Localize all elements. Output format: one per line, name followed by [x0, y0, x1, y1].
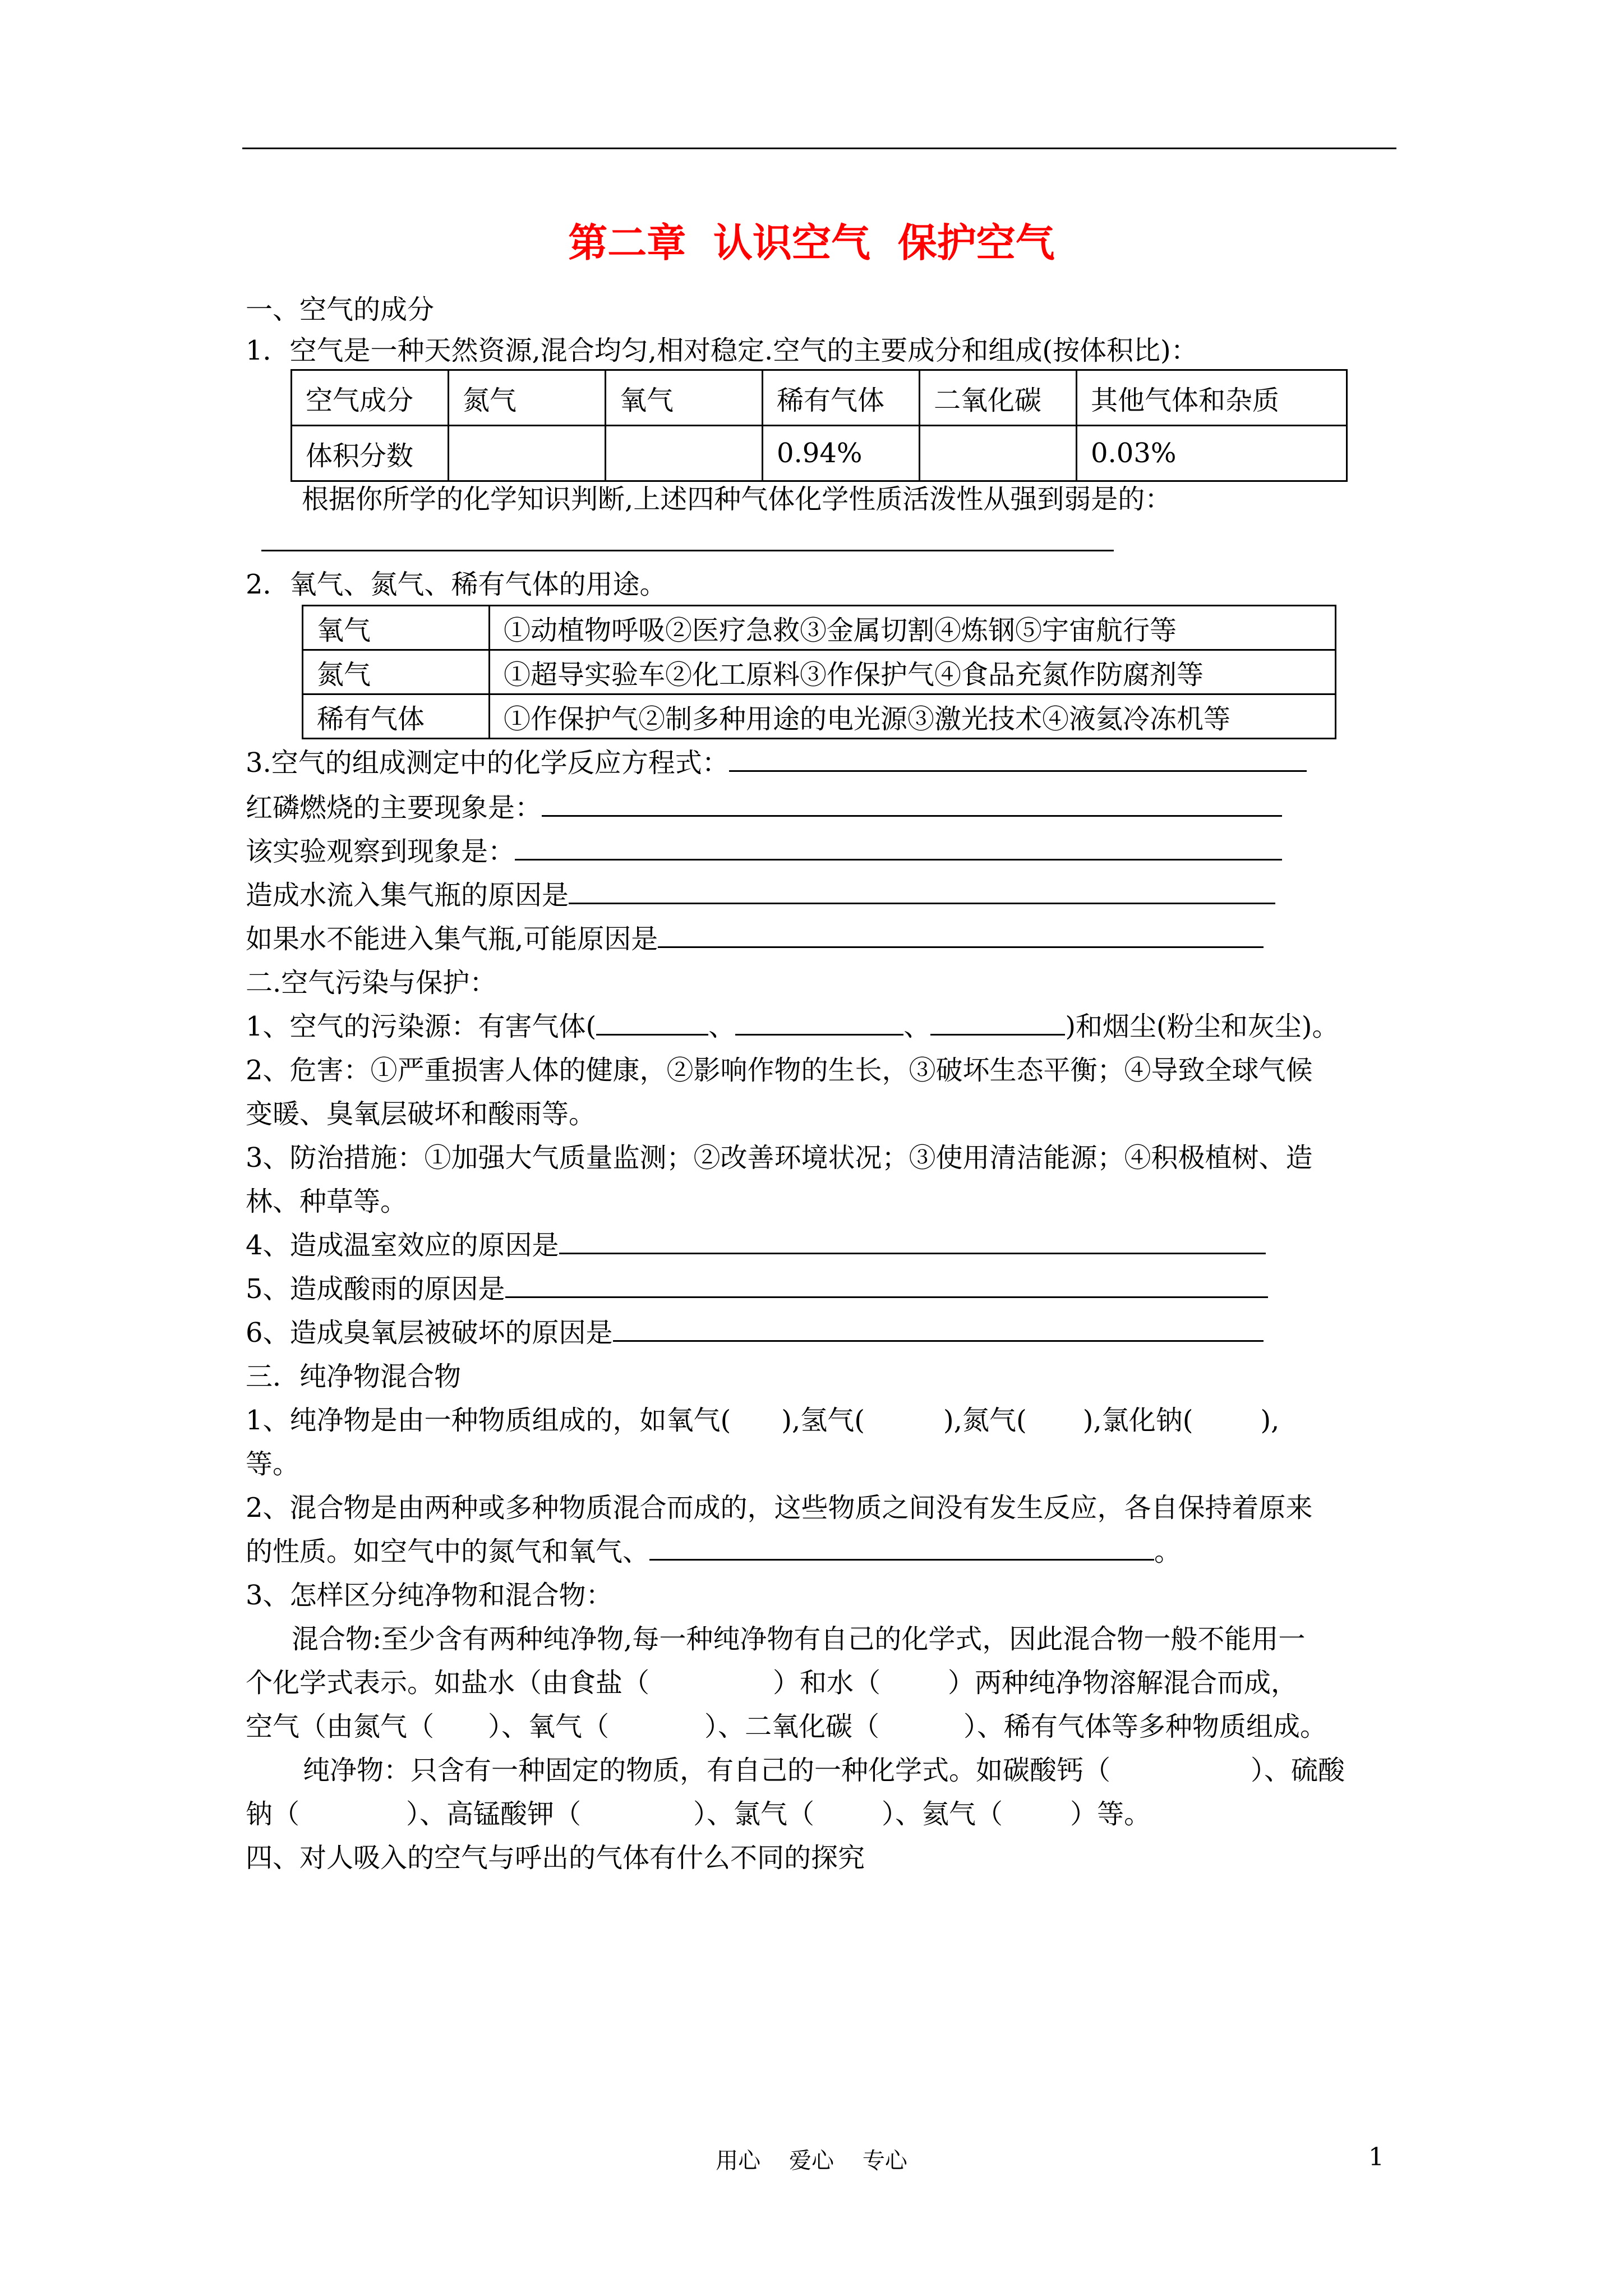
question-3 [246, 740, 1307, 785]
table-row [292, 426, 1347, 481]
question-3b-label: 该实验观察到现象是： [246, 836, 515, 867]
composition-table [291, 369, 1348, 482]
answer-blank [569, 878, 1275, 904]
harm-line-2: 变暖、臭氧层破坏和酸雨等。 [246, 1098, 596, 1130]
section-2-heading: 二.空气污染与保护： [246, 967, 497, 999]
section-1-heading: 一、空气的成分 [246, 294, 435, 325]
mixture-line-2 [246, 1529, 1181, 1574]
text: ),氯化钠( [1082, 1405, 1193, 1436]
answer-blank [596, 1009, 708, 1036]
pure-def-2 [246, 1792, 1151, 1837]
table-header-cell: 氧气 [606, 370, 763, 426]
use-cell: ①动植物呼吸②医疗急救③金属切割④炼钢⑤宇宙航行等 [490, 606, 1336, 650]
mixture-def-1: 混合物:至少含有两种纯净物,每一种纯净物有自己的化学式，因此混合物一般不能用一 [292, 1623, 1306, 1655]
pollution-sources-label: 1、空气的污染源：有害气体( [246, 1011, 597, 1042]
separator: 、 [903, 1011, 931, 1042]
distinguish-heading: 3、怎样区分纯净物和混合物： [246, 1580, 613, 1611]
section-3-heading: 三．纯净物混合物 [246, 1361, 462, 1392]
text: 。 [1154, 1536, 1182, 1567]
question-3a [246, 785, 1282, 830]
use-cell: ①作保护气②制多种用途的电光源③激光技术④液氦冷冻机等 [490, 694, 1336, 739]
question-3b [246, 829, 1282, 874]
question-2: 2．氧气、氮气、稀有气体的用途。 [246, 569, 667, 600]
text: ),氮气( [943, 1405, 1027, 1436]
table-header-cell: 稀有气体 [763, 370, 920, 426]
answer-line [261, 550, 1114, 551]
text: ）、氧气（ [488, 1711, 610, 1742]
use-cell: ①超导实验车②化工原料③作保护气④食品充氮作防腐剂等 [490, 650, 1336, 694]
question-3d-label: 如果水不能进入集气瓶,可能原因是 [246, 923, 658, 955]
text: ）、氯气（ [693, 1798, 815, 1830]
answer-blank [515, 834, 1282, 861]
pure-substance-line [246, 1398, 1279, 1443]
text: ）、稀有气体等多种物质组成。 [963, 1711, 1327, 1742]
text: ）、氦气（ [882, 1798, 1003, 1830]
answer-blank [505, 1272, 1268, 1298]
table-cell [606, 426, 763, 481]
table-cell: 体积分数 [292, 426, 449, 481]
uses-table [302, 605, 1336, 739]
answer-blank [649, 1534, 1154, 1561]
question-3d [246, 917, 1264, 961]
answer-blank [658, 922, 1264, 948]
table-cell: 0.94% [763, 426, 920, 481]
question-3a-label: 红磷燃烧的主要现象是： [246, 792, 542, 823]
greenhouse-label: 4、造成温室效应的原因是 [246, 1230, 559, 1261]
text: ）、二氧化碳（ [704, 1711, 880, 1742]
table-cell [920, 426, 1077, 481]
acid-rain-question [246, 1267, 1268, 1312]
page-number: 1 [1368, 2143, 1384, 2171]
text: ）、高锰酸钾（ [406, 1798, 582, 1830]
page-title: 第二章 认识空气 保护空气 [568, 219, 1055, 266]
mixture-def-3 [246, 1704, 1327, 1749]
text: ）、硫酸 [1251, 1755, 1345, 1786]
ozone-question [246, 1310, 1264, 1355]
text: 钠（ [246, 1798, 300, 1830]
answer-blank [613, 1315, 1264, 1342]
question-1: 1．空气是一种天然资源,混合均匀,相对稳定.空气的主要成分和组成(按体积比)： [246, 335, 1198, 366]
text: 空气（由氮气（ [246, 1711, 435, 1742]
mixture-def-2 [246, 1660, 1298, 1705]
text: ）和水（ [773, 1667, 881, 1699]
answer-blank [930, 1009, 1065, 1036]
measures-line-1: 3、防治措施：①加强大气质量监测；②改善环境状况；③使用清洁能源；④积极植树、造 [246, 1142, 1313, 1174]
pure-substance-line-2: 等。 [246, 1448, 300, 1480]
gas-cell: 氮气 [303, 650, 490, 694]
text: 个化学式表示。如盐水（由食盐（ [246, 1667, 650, 1699]
answer-blank [559, 1228, 1266, 1254]
gas-cell: 稀有气体 [303, 694, 490, 739]
text: ）两种纯净物溶解混合而成， [948, 1667, 1298, 1699]
text: ）等。 [1070, 1798, 1151, 1830]
table-header-cell: 其他气体和杂质 [1077, 370, 1347, 426]
text: ),氢气( [781, 1405, 865, 1436]
question-3c-label: 造成水流入集气瓶的原因是 [246, 880, 569, 911]
pure-def-1 [303, 1748, 1345, 1793]
ozone-label: 6、造成臭氧层被破坏的原因是 [246, 1317, 613, 1349]
pollution-sources-tail: )和烟尘(粉尘和灰尘)。 [1065, 1011, 1339, 1042]
table-row [303, 606, 1336, 650]
gas-cell: 氧气 [303, 606, 490, 650]
measures-line-2: 林、种草等。 [246, 1186, 408, 1217]
section-4-heading: 四、对人吸入的空气与呼出的气体有什么不同的探究 [246, 1842, 865, 1874]
mixture-line-1: 2、混合物是由两种或多种物质混合而成的，这些物质之间没有发生反应，各自保持着原来 [246, 1492, 1313, 1524]
text: 纯净物：只含有一种固定的物质，有自己的一种化学式。如碳酸钙（ [303, 1755, 1111, 1786]
text: 的性质。如空气中的氮气和氧气、 [246, 1536, 650, 1567]
text: ), [1260, 1405, 1280, 1436]
header-rule [242, 148, 1396, 149]
table-row [303, 650, 1336, 694]
greenhouse-question [246, 1223, 1266, 1268]
text: 1、纯净物是由一种物质组成的，如氧气( [246, 1405, 731, 1436]
pollution-sources [246, 1004, 1339, 1049]
table-header-cell: 二氧化碳 [920, 370, 1077, 426]
table-header-cell: 空气成分 [292, 370, 449, 426]
acid-rain-label: 5、造成酸雨的原因是 [246, 1273, 505, 1305]
question-3-label: 3.空气的组成测定中的化学反应方程式： [246, 747, 729, 779]
answer-blank [542, 790, 1282, 817]
table-header-cell: 氮气 [449, 370, 606, 426]
table-row [303, 694, 1336, 739]
harm-line-1: 2、危害：①严重损害人体的健康，②影响作物的生长，③破坏生态平衡；④导致全球气候 [246, 1055, 1313, 1086]
question-3c [246, 873, 1275, 918]
table-row [292, 370, 1347, 426]
footer-slogan: 用心 爱心 专心 [716, 2148, 907, 2174]
question-1-note: 根据你所学的化学知识判断,上述四种气体化学性质活泼性从强到弱是的： [302, 484, 1172, 515]
table-cell: 0.03% [1077, 426, 1347, 481]
answer-blank [735, 1009, 903, 1036]
answer-blank [729, 746, 1307, 772]
separator: 、 [708, 1011, 736, 1042]
table-cell [449, 426, 606, 481]
